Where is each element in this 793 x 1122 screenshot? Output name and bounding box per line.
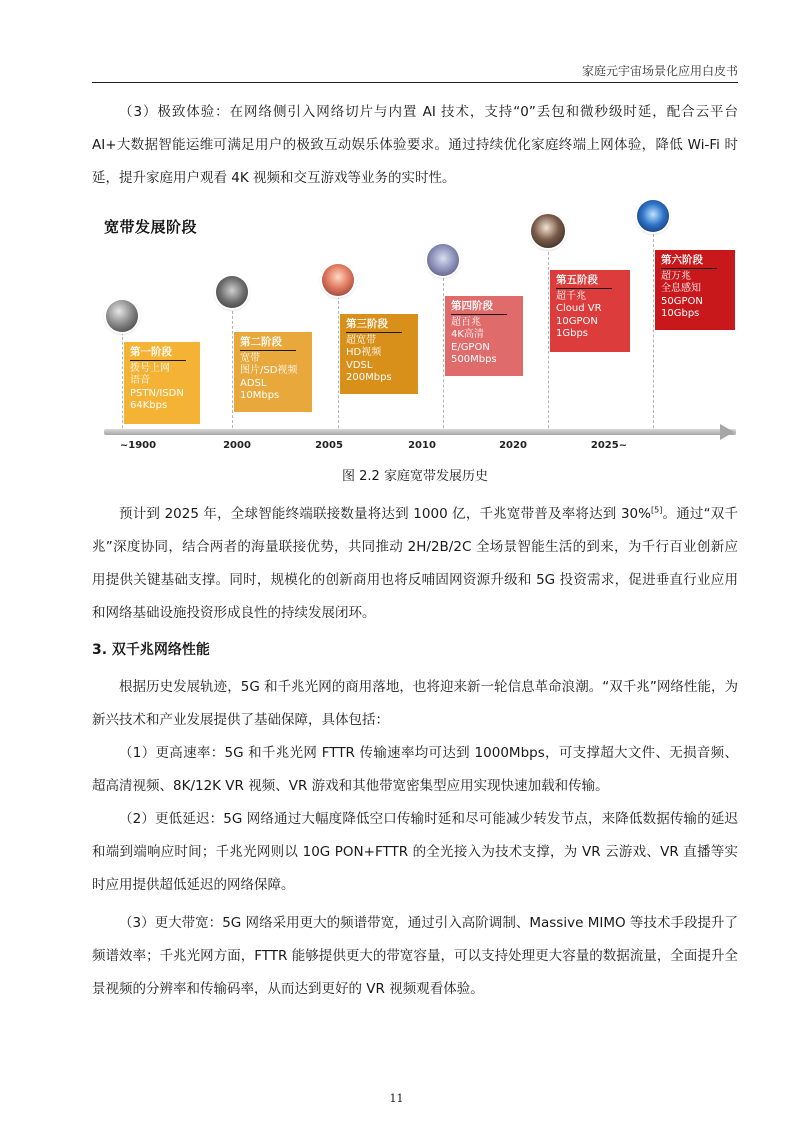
header-rule bbox=[92, 82, 738, 83]
stage-connector-line bbox=[443, 278, 444, 428]
stage-item: PSTN/ISDN bbox=[130, 387, 184, 399]
stage-name: 第五阶段 bbox=[556, 274, 612, 289]
stage-item: 500Mbps bbox=[451, 354, 497, 365]
axis-tick: ~1900 bbox=[119, 440, 157, 451]
stage-item: Cloud VR bbox=[556, 303, 602, 314]
stage-item: 50GPON bbox=[661, 295, 703, 307]
stage-item: 图片/SD视频 bbox=[240, 365, 298, 376]
hd-video-icon bbox=[322, 264, 354, 296]
stage-item: 64Kbps bbox=[130, 400, 168, 411]
timeline-axis bbox=[104, 429, 736, 435]
paragraph-higher-speed: （1）更高速率：5G 和千兆光网 FTTR 传输速率均可达到 1000Mbps，可支撑超大文件、无损音频、超高清视频、8K/12K VR 视频、VR 游戏和其他带宽密集型应用实现快速加载和传输。 bbox=[92, 745, 738, 794]
forecast-text: 预计到 2025 年，全球智能终端联接数量将达到 1000 亿，千兆宽带普及率将达到 30% bbox=[119, 506, 651, 522]
stage-item: 超万兆 bbox=[661, 270, 691, 282]
paragraph-larger-bandwidth: （3）更大带宽：5G 网络采用更大的频谱带宽，通过引入高阶调制、Massive MIMO 等技术手段提升了频谱效率；千兆光网方面，FTTR 能够提供更大的带宽容量，可以支持处理更大容量的数据流量，全面提升全景视频的分辨率和传输码率，从而达到更好的 VR 视频观看体验。 bbox=[92, 915, 738, 997]
stage-box-1 bbox=[124, 342, 200, 424]
running-head-title: 家庭元宇宙场景化应用白皮书 bbox=[581, 64, 738, 78]
stage-item: 200Mbps bbox=[346, 372, 392, 383]
stage-item: 10GPON bbox=[556, 315, 598, 327]
stage-connector-line bbox=[338, 286, 339, 428]
stage-name: 第三阶段 bbox=[346, 318, 402, 333]
timeline-arrow-icon bbox=[720, 424, 734, 440]
stage-name: 第二阶段 bbox=[240, 336, 296, 351]
desktop-computer-icon bbox=[216, 276, 248, 308]
4k-city-icon bbox=[427, 244, 459, 276]
stage-item: 全息感知 bbox=[661, 283, 701, 294]
stage-item: 1Gbps bbox=[556, 328, 589, 339]
stage-item: 4K高清 bbox=[451, 329, 484, 340]
axis-tick: 2025~ bbox=[590, 440, 628, 451]
figure-caption: 图 2.2 家庭宽带发展历史 bbox=[342, 469, 488, 484]
stage-item: 超千兆 bbox=[556, 290, 586, 302]
axis-tick: 2005 bbox=[315, 440, 343, 451]
stage-box-3 bbox=[340, 314, 418, 394]
stage-item: VDSL bbox=[346, 359, 373, 371]
stage-item: E/GPON bbox=[451, 341, 490, 353]
paragraph-forecast bbox=[92, 498, 738, 630]
paragraph-intro: 根据历史发展轨迹，5G 和千兆光网的商用落地，也将迎来新一轮信息革命浪潮。“双千兆”网络性能，为新兴技术和产业发展提供了基础保障，具体包括： bbox=[92, 679, 738, 728]
page-number: 11 bbox=[389, 1092, 404, 1105]
broadband-stages-figure bbox=[92, 200, 738, 462]
section-heading: 3. 双千兆网络性能 bbox=[92, 642, 210, 658]
stage-connector-line bbox=[122, 332, 123, 428]
paragraph-lower-latency: （2）更低延迟：5G 网络通过大幅度降低空口传输时延和尽可能减少转发节点，来降低数据传输的延迟和端到端响应时间；千兆光网则以 10G PON+FTTR 的全光接入为技术支撑，为 VR 云游戏、VR 直播等实时应用提供超低延迟的网络保障。 bbox=[92, 811, 738, 893]
stage-item: 宽带 bbox=[240, 352, 260, 364]
dial-up-phone-icon bbox=[106, 300, 138, 332]
stage-name: 第一阶段 bbox=[130, 346, 186, 361]
stage-item: ADSL bbox=[240, 377, 267, 389]
hologram-globe-icon bbox=[637, 200, 669, 232]
stage-item: 10Gbps bbox=[661, 308, 700, 319]
stage-name: 第四阶段 bbox=[451, 300, 507, 315]
forecast-text-continued: 。通过“双千兆”深度协同，结合两者的海量联接优势，共同推动 2H/2B/2C 全场景智能生活的到来，为千行百业创新应用提供关键基础支撑。同时，规模化的创新商用也将反哺固网资源升级和 5G 投资需求，促进垂直行业应用和网络基础设施投资形成良性的持续发展闭环。 bbox=[92, 506, 738, 621]
stage-item: 超宽带 bbox=[346, 334, 376, 346]
reference-marker: [5] bbox=[650, 505, 663, 515]
stage-item: HD视频 bbox=[346, 347, 382, 358]
axis-tick: 2010 bbox=[408, 440, 436, 451]
stage-name: 第六阶段 bbox=[661, 254, 717, 269]
stage-connector-line bbox=[232, 306, 233, 428]
stage-connector-line bbox=[653, 234, 654, 428]
figure-title: 宽带发展阶段 bbox=[104, 218, 198, 236]
paragraph-extreme-experience: （3）极致体验：在网络侧引入网络切片与内置 AI 技术，支持“0”丢包和微秒级时延，配合云平台 AI+大数据智能运维可满足用户的极致互动娱乐体验要求。通过持续优化家庭终端上网体验，降低 Wi-Fi 时延，提升家庭用户观看 4K 视频和交互游戏等业务的实时性。 bbox=[92, 104, 738, 186]
stage-box-5 bbox=[550, 270, 630, 352]
stage-item: 超百兆 bbox=[451, 316, 481, 328]
stage-item: 10Mbps bbox=[240, 390, 280, 401]
stage-box-4 bbox=[445, 296, 523, 376]
stage-item: 语音 bbox=[130, 375, 150, 386]
stage-box-2 bbox=[234, 332, 312, 412]
stage-connector-line bbox=[548, 252, 549, 428]
axis-tick: 2020 bbox=[499, 440, 527, 451]
axis-tick: 2000 bbox=[223, 440, 251, 451]
stage-box-6 bbox=[655, 250, 735, 330]
stage-item: 拨号上网 bbox=[130, 362, 170, 374]
vr-headset-icon bbox=[531, 214, 565, 248]
